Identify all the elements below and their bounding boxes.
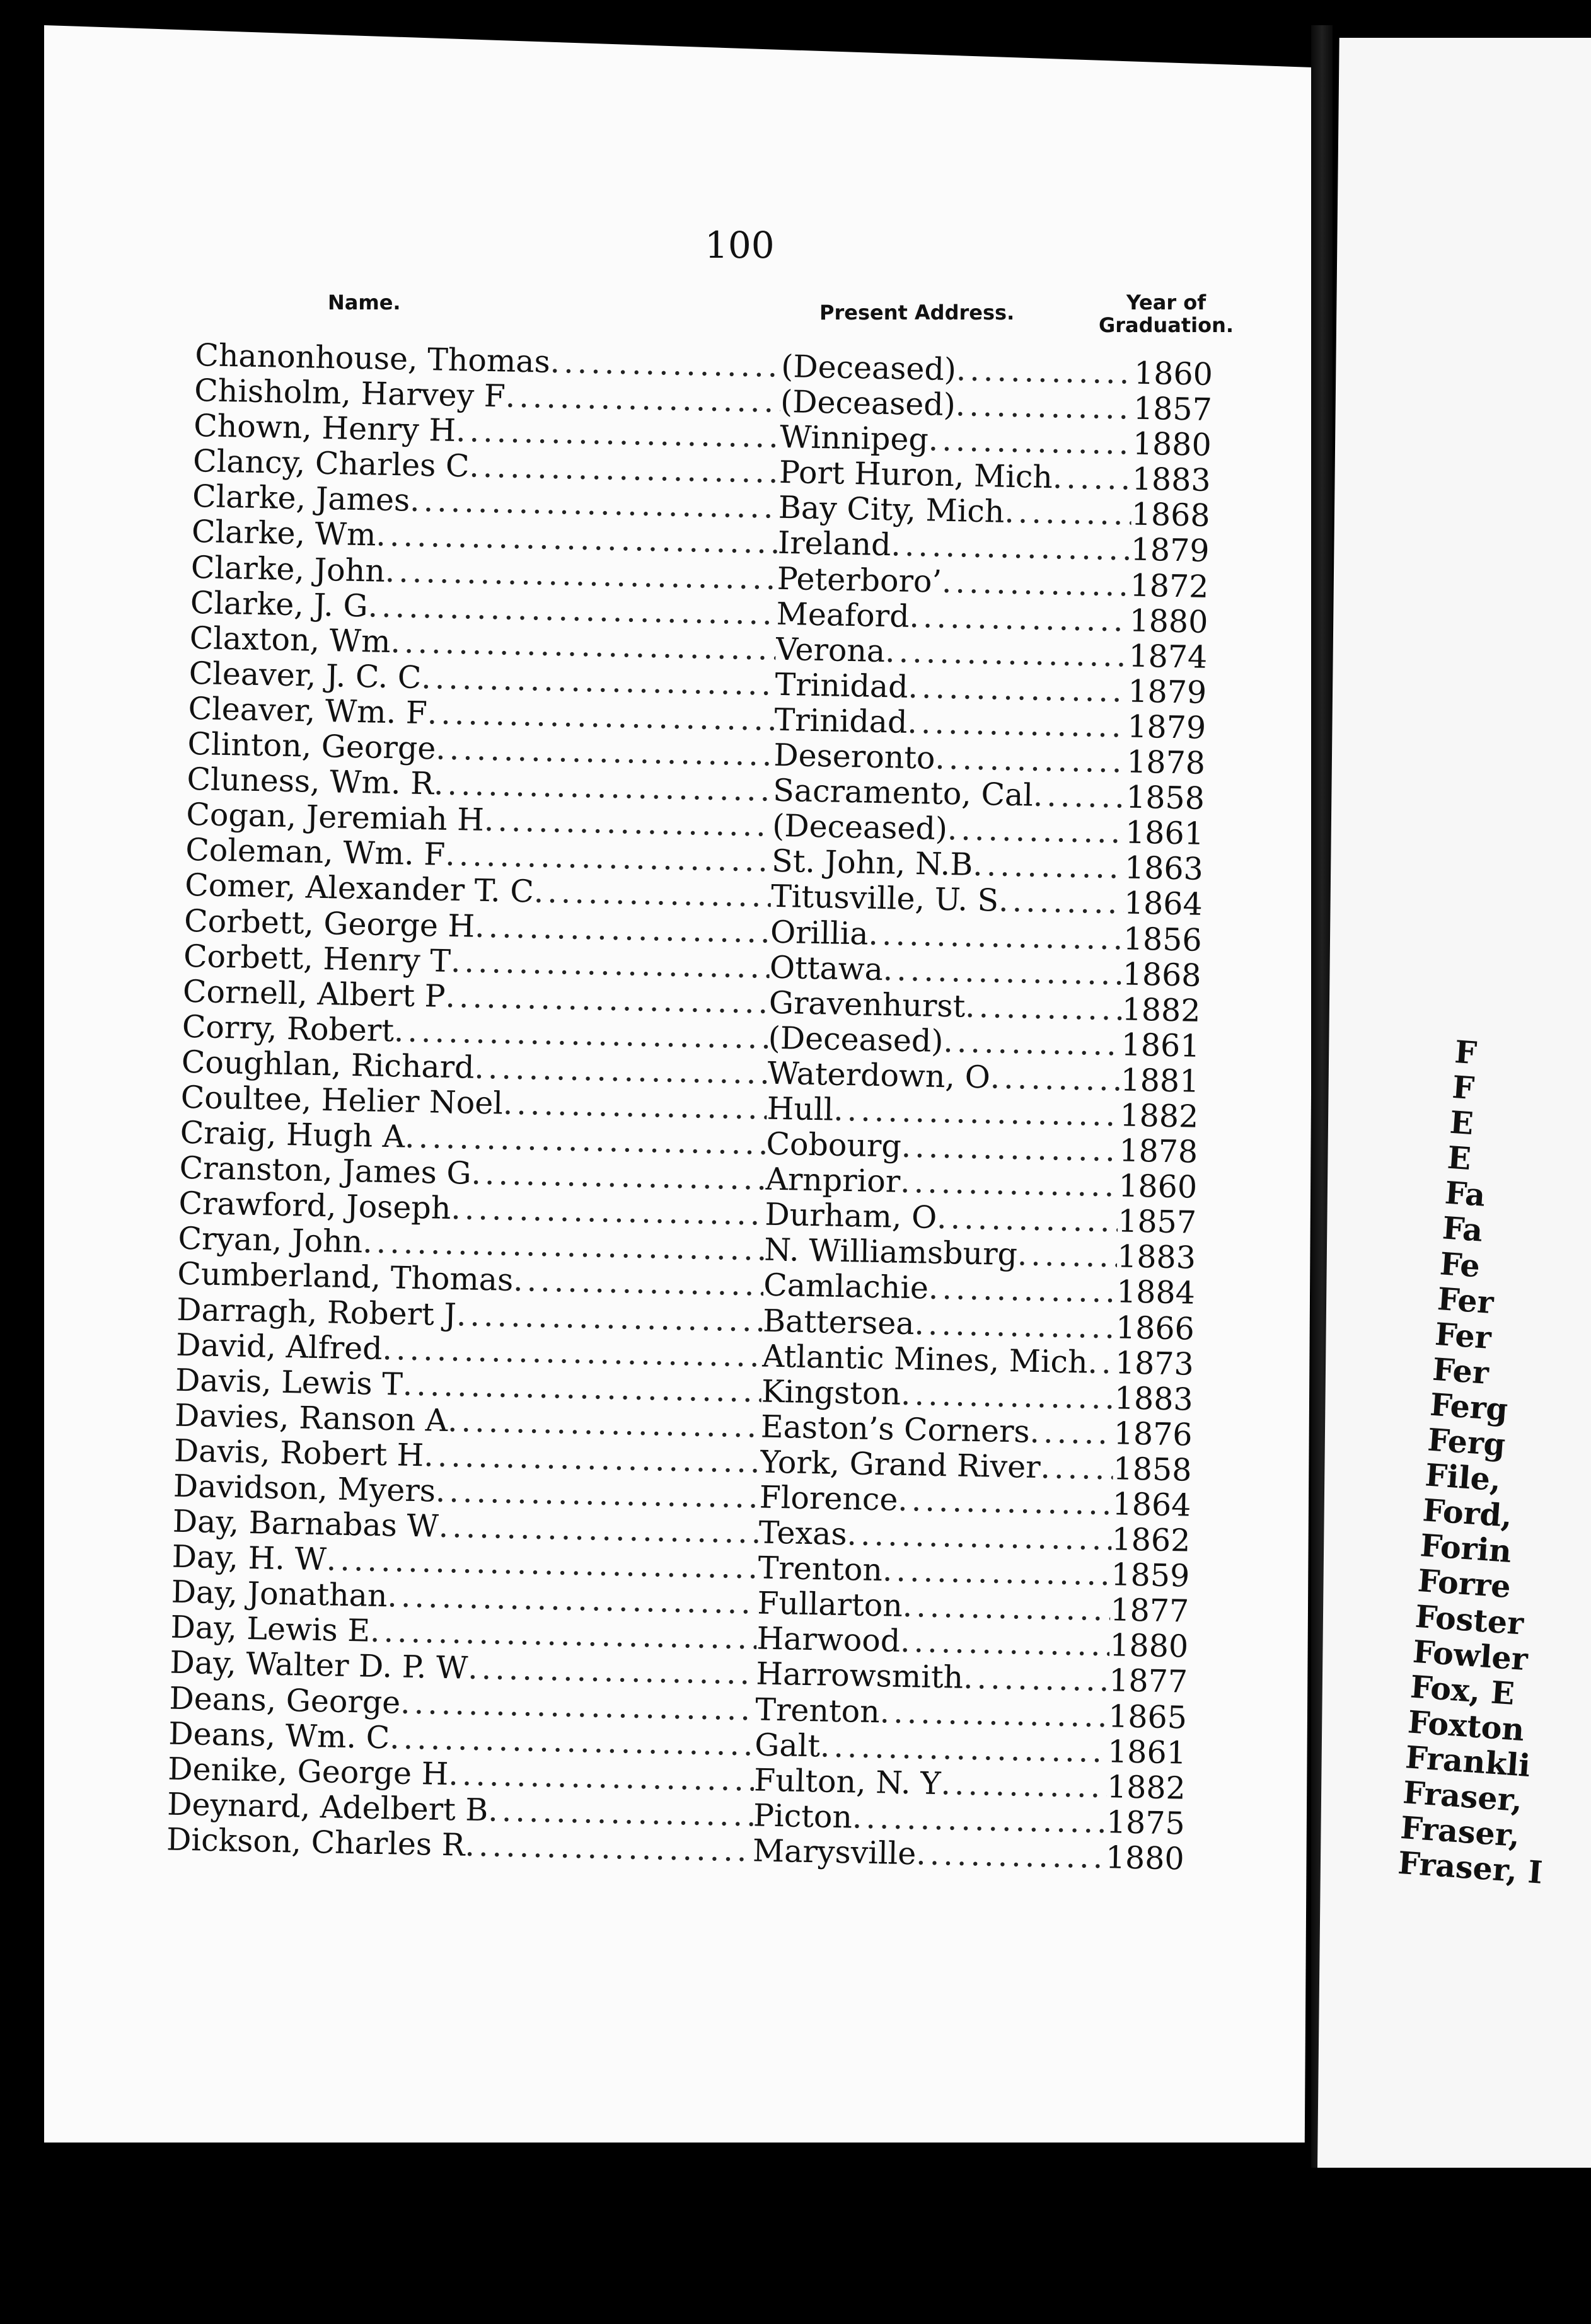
facing-page-fragment: Fer xyxy=(1431,1350,1490,1391)
entry-address: Texas xyxy=(758,1514,848,1553)
entry-address: Picton xyxy=(753,1797,853,1836)
entry-name: Day, Walter D. P. W xyxy=(170,1645,468,1687)
entry-address: (Deceased) xyxy=(780,383,956,423)
entry-year: 1880 xyxy=(1132,425,1212,464)
graduate-list xyxy=(166,337,1213,1877)
entry-year: 1876 xyxy=(1113,1415,1193,1453)
entry-year: 1882 xyxy=(1106,1768,1186,1807)
dot-leader xyxy=(998,883,1125,921)
dot-leader xyxy=(533,874,771,914)
facing-page-fragment: Fox, E xyxy=(1409,1668,1516,1712)
dot-leader xyxy=(900,1164,1119,1204)
facing-page-fragment: E xyxy=(1449,1103,1475,1142)
dot-leader xyxy=(882,1552,1112,1592)
entry-name: Day, H. W xyxy=(171,1538,327,1578)
entry-address: (Deceased) xyxy=(772,807,948,848)
entry-year: 1862 xyxy=(1111,1521,1191,1559)
entry-address: Hull xyxy=(767,1090,834,1128)
dot-leader xyxy=(502,1086,767,1127)
dot-leader xyxy=(1052,459,1132,497)
entry-year: 1861 xyxy=(1125,814,1205,853)
entry-address: Battersea xyxy=(762,1303,915,1342)
entry-name: Cogan, Jeremiah H xyxy=(185,797,485,839)
entry-name: Chanonhouse, Thomas xyxy=(194,337,551,380)
entry-year: 1879 xyxy=(1127,673,1207,711)
entry-address: Atlantic Mines, Mich xyxy=(761,1338,1089,1381)
entry-name: Clarke, Wm xyxy=(191,514,377,554)
entry-address: Harrowsmith xyxy=(755,1655,964,1696)
entry-year: 1880 xyxy=(1105,1839,1185,1877)
entry-name: Craig, Hugh A xyxy=(180,1114,405,1155)
dot-leader xyxy=(505,379,780,420)
dot-leader xyxy=(973,847,1125,886)
dot-leader xyxy=(956,352,1134,391)
entry-address: Meaford xyxy=(776,595,910,635)
dot-leader xyxy=(928,1270,1116,1310)
dot-leader xyxy=(456,1297,763,1338)
entry-name: Chown, Henry H xyxy=(193,408,456,449)
entry-address: York, Grand River xyxy=(760,1444,1041,1485)
dot-leader xyxy=(1017,1237,1117,1275)
facing-page-fragment: F xyxy=(1453,1033,1478,1072)
dot-leader xyxy=(891,527,1131,568)
entry-address: Winnipeg xyxy=(779,419,929,458)
entry-name: Coughlan, Richard xyxy=(181,1044,475,1086)
entry-name: Davis, Lewis T xyxy=(175,1362,403,1403)
dot-leader xyxy=(448,1756,755,1798)
entry-year: 1861 xyxy=(1121,1027,1200,1064)
entry-address: Port Huron, Mich xyxy=(778,454,1053,496)
entry-year: 1879 xyxy=(1130,532,1210,570)
entry-year: 1860 xyxy=(1118,1168,1198,1205)
entry-address: Fullarton xyxy=(757,1585,903,1625)
column-header-address: Present Address. xyxy=(819,301,1015,325)
dot-leader xyxy=(907,705,1128,745)
dot-leader xyxy=(550,344,782,384)
entry-address: Fulton, N. Y xyxy=(753,1762,942,1802)
entry-name: Cumberland, Thomas xyxy=(176,1256,514,1299)
entry-name: Corbett, Henry T xyxy=(183,938,451,979)
entry-address: Durham, O xyxy=(764,1196,937,1236)
facing-page-fragment: Fraser, xyxy=(1401,1774,1524,1819)
entry-year: 1874 xyxy=(1128,638,1208,676)
entry-address: Peterboro’ xyxy=(777,560,942,600)
facing-page-fragment: File, xyxy=(1423,1456,1503,1499)
entry-year: 1878 xyxy=(1126,744,1206,781)
dot-leader xyxy=(935,740,1127,780)
entry-address: Trenton xyxy=(758,1550,883,1589)
facing-page-fragment: Fraser, I xyxy=(1396,1844,1544,1891)
dot-leader xyxy=(900,1623,1110,1663)
facing-page-fragment: Frankli xyxy=(1404,1739,1532,1784)
dot-leader xyxy=(847,1516,1112,1557)
facing-page-fragment: Fa xyxy=(1443,1174,1487,1214)
facing-page-fragment: Fer xyxy=(1433,1315,1493,1356)
entry-address: Titusville, U. S xyxy=(770,878,999,919)
entry-year: 1877 xyxy=(1109,1592,1189,1630)
dot-leader xyxy=(475,908,771,950)
dot-leader xyxy=(908,669,1128,710)
dot-leader xyxy=(940,1766,1108,1805)
entry-year: 1878 xyxy=(1118,1132,1198,1170)
dot-leader xyxy=(928,422,1133,462)
entry-name: Day, Jonathan xyxy=(171,1573,388,1614)
facing-page-fragment: E xyxy=(1446,1139,1472,1178)
facing-page-fragment: Fe xyxy=(1438,1245,1481,1285)
entry-name: Deans, Wm. C xyxy=(168,1715,390,1756)
dot-leader xyxy=(833,1092,1120,1134)
entry-name: Crawford, Joseph xyxy=(178,1185,451,1227)
entry-name: Davidson, Myers xyxy=(173,1468,436,1509)
facing-page-fragment: Ford, xyxy=(1421,1492,1513,1535)
dot-leader xyxy=(879,1694,1109,1734)
entry-year: 1880 xyxy=(1109,1627,1189,1665)
dot-leader xyxy=(990,1059,1121,1098)
entry-address: Sacramento, Cal xyxy=(772,772,1034,814)
entry-address: Trenton xyxy=(755,1691,881,1730)
entry-year: 1883 xyxy=(1114,1380,1194,1418)
entry-name: Cryan, John xyxy=(177,1221,363,1260)
dot-leader xyxy=(882,952,1123,992)
dot-leader xyxy=(1040,1449,1113,1487)
entry-year: 1868 xyxy=(1122,956,1202,994)
facing-page-fragment: Foster xyxy=(1414,1597,1525,1642)
dot-leader xyxy=(465,1827,753,1869)
entry-address: Trinidad xyxy=(773,701,908,740)
entry-name: Day, Barnabas W xyxy=(172,1503,439,1545)
entry-name: Davis, Robert H xyxy=(173,1432,424,1474)
facing-page-fragment: Ferg xyxy=(1428,1386,1509,1429)
dot-leader xyxy=(965,988,1123,1027)
entry-name: Cleaver, J. C. C xyxy=(188,655,422,696)
dot-leader xyxy=(941,563,1130,603)
column-header-year-line1: Year of xyxy=(1126,290,1206,314)
facing-page-fragment: Forin xyxy=(1419,1527,1513,1570)
entry-year: 1884 xyxy=(1116,1274,1196,1312)
entry-name: Denike, George H xyxy=(167,1751,449,1792)
entry-year: 1860 xyxy=(1133,355,1213,393)
dot-leader xyxy=(947,811,1125,850)
dot-leader xyxy=(469,449,780,490)
dot-leader xyxy=(901,1129,1119,1169)
dot-leader xyxy=(914,1306,1116,1345)
dot-leader xyxy=(468,1650,756,1692)
facing-page-fragment: Fowler xyxy=(1411,1633,1529,1677)
dot-leader xyxy=(1087,1344,1115,1381)
entry-address: (Deceased) xyxy=(780,348,957,388)
entry-address: (Deceased) xyxy=(768,1020,944,1059)
entry-address: Marysville xyxy=(752,1832,917,1872)
entry-name: Cranston, James G xyxy=(179,1149,472,1192)
entry-name: Davies, Ranson A xyxy=(174,1397,448,1439)
dot-leader xyxy=(1004,494,1132,532)
entry-year: 1875 xyxy=(1106,1804,1186,1842)
entry-year: 1872 xyxy=(1130,567,1209,605)
entry-name: Corbett, George H xyxy=(183,902,475,945)
entry-address: Ireland xyxy=(777,525,892,563)
entry-year: 1879 xyxy=(1126,708,1206,746)
entry-address: Trinidad xyxy=(775,666,909,705)
entry-address: Galt xyxy=(754,1727,821,1764)
entry-year: 1873 xyxy=(1114,1344,1195,1383)
entry-year: 1858 xyxy=(1125,779,1205,817)
dot-leader xyxy=(488,1792,754,1833)
entry-address: Kingston xyxy=(761,1373,901,1412)
entry-address: Waterdown, O xyxy=(767,1055,991,1096)
entry-year: 1882 xyxy=(1121,991,1201,1029)
dot-leader xyxy=(937,1200,1118,1240)
entry-year: 1882 xyxy=(1119,1097,1199,1135)
page-number: 100 xyxy=(705,224,775,267)
dot-leader xyxy=(868,916,1124,957)
entry-name: Clancy, Charles C xyxy=(192,443,470,485)
entry-name: Day, Lewis E xyxy=(170,1609,371,1650)
entry-year: 1864 xyxy=(1112,1486,1191,1524)
dot-leader xyxy=(513,1262,764,1303)
facing-page-fragment: Fraser, xyxy=(1399,1809,1522,1855)
dot-leader xyxy=(901,1376,1115,1416)
column-header-name: Name. xyxy=(328,290,401,314)
entry-year: 1863 xyxy=(1124,849,1204,888)
entry-year: 1880 xyxy=(1129,602,1208,640)
facing-page-fragment: Fer xyxy=(1436,1280,1495,1321)
entry-address: Florence xyxy=(759,1479,898,1518)
entry-name: Coleman, Wm. F xyxy=(185,832,446,873)
entry-year: 1866 xyxy=(1115,1309,1195,1347)
entry-name: Clarke, James xyxy=(192,478,410,519)
dot-leader xyxy=(916,1836,1106,1875)
entry-year: 1857 xyxy=(1133,390,1213,429)
dot-leader xyxy=(471,1156,766,1197)
entry-year: 1856 xyxy=(1123,920,1203,958)
entry-address: N. Williamsburg xyxy=(763,1231,1018,1273)
dot-leader xyxy=(1033,778,1126,815)
entry-name: David, Alfred xyxy=(175,1326,383,1367)
dot-leader xyxy=(963,1660,1109,1698)
entry-name: Cluness, Wm. R xyxy=(186,761,434,802)
dot-leader xyxy=(483,802,772,844)
entry-address: Easton’s Corners xyxy=(760,1408,1031,1450)
column-header-year-line2: Graduation. xyxy=(1098,313,1234,337)
dot-leader xyxy=(955,387,1133,426)
entry-address: Deseronto xyxy=(773,737,936,776)
dot-leader xyxy=(474,1050,768,1091)
dot-leader xyxy=(819,1728,1108,1769)
entry-name: Coultee, Helier Noel xyxy=(180,1079,504,1122)
dot-leader xyxy=(885,633,1129,674)
dot-leader xyxy=(898,1482,1113,1522)
entry-name: Dickson, Charles R xyxy=(166,1821,466,1863)
entry-address: Bay City, Mich xyxy=(778,490,1005,531)
entry-year: 1865 xyxy=(1108,1698,1188,1736)
entry-year: 1859 xyxy=(1111,1556,1190,1594)
entry-name: Deans, George xyxy=(168,1680,401,1721)
facing-page-fragment: Fa xyxy=(1441,1209,1484,1250)
entry-name: Deynard, Adelbert B xyxy=(166,1786,489,1829)
entry-address: Gravenhurst xyxy=(768,984,966,1025)
entry-name: Comer, Alexander T. C xyxy=(184,867,535,910)
entry-year: 1881 xyxy=(1120,1062,1200,1100)
facing-page-fragment: Foxton xyxy=(1406,1703,1526,1748)
entry-address-cell xyxy=(753,1832,1106,1875)
entry-year: 1864 xyxy=(1123,885,1203,923)
entry-year: 1877 xyxy=(1108,1662,1188,1701)
entry-year: 1883 xyxy=(1131,461,1212,499)
entry-year: 1883 xyxy=(1116,1238,1196,1277)
facing-page-fragment: F xyxy=(1451,1068,1476,1107)
entry-address: Harwood xyxy=(756,1620,901,1660)
entry-name: Cleaver, Wm. F xyxy=(188,690,428,732)
entry-address: St. John, N.B xyxy=(771,843,973,883)
entry-name: Clarke, J. G xyxy=(190,584,369,624)
dot-leader xyxy=(902,1588,1111,1628)
dot-leader xyxy=(943,1023,1121,1062)
entry-year: 1858 xyxy=(1113,1451,1193,1488)
entry-address: Orillia xyxy=(770,914,869,952)
entry-name: Cornell, Albert P xyxy=(182,973,446,1015)
entry-address: Arnprior xyxy=(765,1161,901,1200)
entry-name: Clinton, George xyxy=(187,725,436,767)
entry-address: Cobourg xyxy=(766,1125,902,1165)
entry-name: Chisholm, Harvey F xyxy=(194,372,506,415)
entry-year: 1868 xyxy=(1131,496,1211,534)
entry-name: Clarke, John xyxy=(190,549,386,589)
dot-leader xyxy=(909,598,1130,638)
entry-year: 1861 xyxy=(1107,1733,1187,1771)
facing-page-fragment: Forre xyxy=(1416,1562,1512,1606)
dot-leader xyxy=(852,1799,1106,1840)
entry-address: Verona xyxy=(775,631,886,669)
dot-leader xyxy=(1029,1414,1114,1452)
column-header-year xyxy=(1084,291,1248,337)
entry-name: Claxton, Wm xyxy=(189,619,391,660)
facing-page-fragment: Ferg xyxy=(1426,1421,1507,1463)
entry-address: Ottawa xyxy=(769,949,884,987)
entry-address: Camlachie xyxy=(763,1267,929,1307)
entry-name: Corry, Robert xyxy=(182,1008,395,1049)
entry-year: 1857 xyxy=(1117,1203,1197,1241)
entry-name: Darragh, Robert J xyxy=(176,1291,457,1333)
